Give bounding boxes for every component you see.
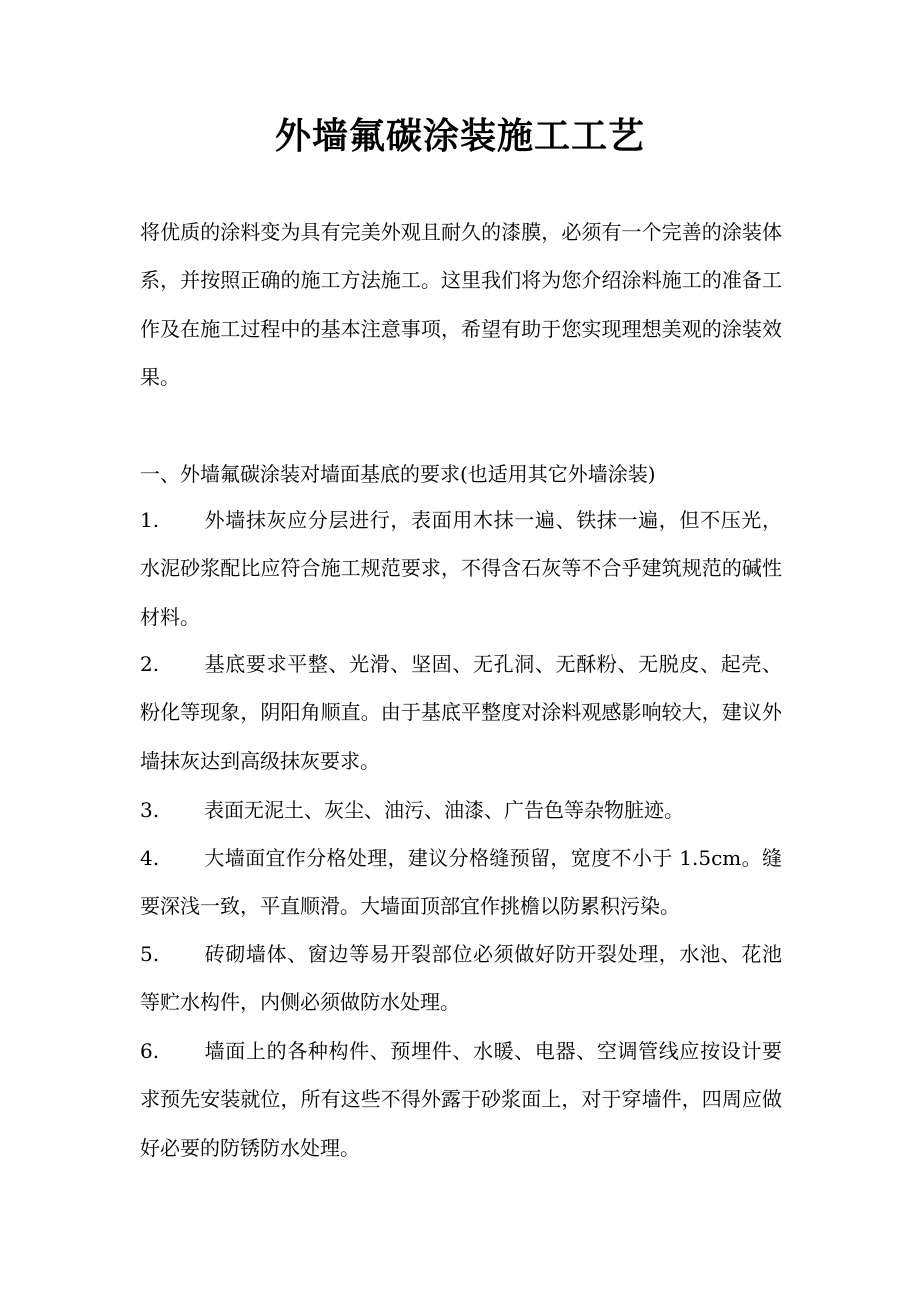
list-item [140, 496, 782, 641]
list-item-text: 砖砌墙体、窗边等易开裂部位必须做好防开裂处理，水池、花池等贮水构件，内侧必须做防水处理。 [140, 942, 782, 1015]
list-item-number: 5. [140, 942, 160, 966]
list-item-number: 6. [140, 1039, 160, 1063]
intro-paragraph: 将优质的涂料变为具有完美外观且耐久的漆膜，必须有一个完善的涂装体系，并按照正确的施工方法施工。这里我们将为您介绍涂料施工的准备工作及在施工过程中的基本注意事项，希望有助于您实现理想美观的涂装效果。 [140, 220, 782, 389]
section-heading: 一、外墙氟碳涂装对墙面基底的要求(也适用其它外墙涂装) [140, 462, 656, 486]
list-item-text: 墙面上的各种构件、预埋件、水暖、电器、空调管线应按设计要求预先安装就位，所有这些不得外露于砂浆面上，对于穿墙件，四周应做好必要的防锈防水处理。 [140, 1039, 782, 1160]
list-item-number: 4. [140, 846, 160, 870]
list-item-text: 表面无泥土、灰尘、油污、油漆、广告色等杂物脏迹。 [204, 798, 684, 822]
list-item-number: 2. [140, 652, 160, 676]
list-item [140, 640, 782, 785]
list-item [140, 930, 782, 1027]
list-item-text: 大墙面宜作分格处理，建议分格缝预留，宽度不小于 1.5cm。缝要深浅一致，平直顺滑。大墙面顶部宜作挑檐以防累积污染。 [140, 846, 782, 919]
list-item-text: 外墙抹灰应分层进行，表面用木抹一遍、铁抹一遍，但不压光，水泥砂浆配比应符合施工规范要求，不得含石灰等不合乎建筑规范的碱性材料。 [140, 508, 782, 629]
list-item-number: 1. [140, 508, 160, 532]
page-title: 外墙氟碳涂装施工工艺 [274, 115, 645, 157]
list-item-number: 3. [140, 798, 160, 822]
list-item-text: 基底要求平整、光滑、坚固、无孔洞、无酥粉、无脱皮、起壳、粉化等现象，阴阳角顺直。由于基底平整度对涂料观感影响较大，建议外墙抹灰达到高级抹灰要求。 [140, 652, 782, 773]
list-item [140, 1027, 782, 1172]
list-item [140, 786, 782, 834]
list-item [140, 834, 782, 931]
